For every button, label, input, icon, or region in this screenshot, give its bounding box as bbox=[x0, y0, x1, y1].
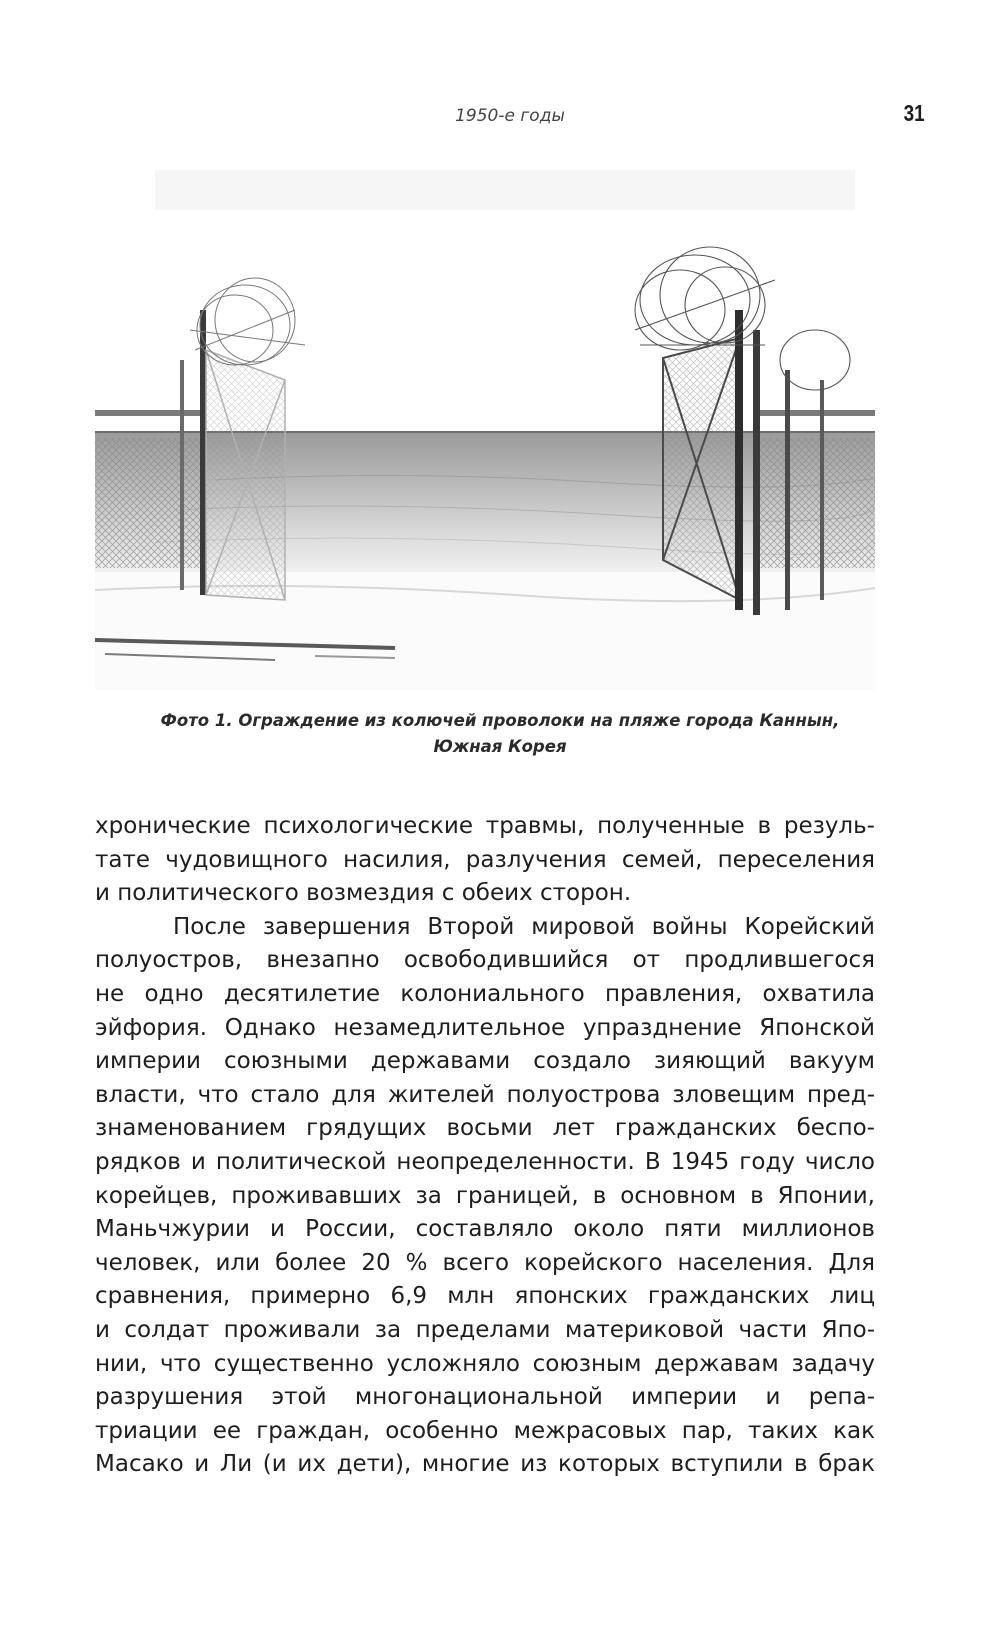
text-line: хронические психологические травмы, полученные в резуль- bbox=[95, 813, 875, 839]
text-line: сравнения, примерно 6,9 млн японских гражданских лиц bbox=[95, 1283, 875, 1310]
caption-line: Южная Корея bbox=[433, 737, 567, 756]
text-line: эйфория. Однако незамедлительное упразднение Японской bbox=[95, 1014, 875, 1041]
text-line: тате чудовищного насилия, разлучения семей, переселения bbox=[95, 846, 875, 873]
text-line: знаменованием грядущих восьми лет гражданских беспо- bbox=[95, 1115, 875, 1142]
text-line: полуостров, внезапно освободившийся от продлившегося bbox=[95, 947, 875, 974]
paragraph-first-line: После завершения Второй мировой войны Корейский bbox=[173, 913, 875, 940]
text-line: нии, что существенно усложняло союзным державам задачу bbox=[95, 1350, 875, 1377]
page-header bbox=[95, 96, 925, 136]
text-line: и политического возмездия с обеих сторон. bbox=[95, 880, 632, 907]
caption-line: Фото 1. Ограждение из колючей проволоки на пляже города Каннын, bbox=[160, 711, 840, 730]
text-line: человек, или более 20 % всего корейского населения. Для bbox=[95, 1249, 875, 1276]
page-number: 31 bbox=[904, 100, 925, 126]
text-line: разрушения этой многонациональной империи и репа- bbox=[95, 1384, 875, 1411]
photo-caption bbox=[130, 708, 870, 760]
text-line: империи союзными державами создало зияющий вакуум bbox=[95, 1048, 875, 1075]
text-line: корейцев, проживавших за границей, в основном в Японии, bbox=[95, 1182, 875, 1209]
body-text bbox=[95, 810, 875, 1482]
text-line: не одно десятилетие колониального правления, охватила bbox=[95, 980, 875, 1007]
text-line: и солдат проживали за пределами материковой части Япо- bbox=[95, 1316, 875, 1343]
text-line: рядков и политической неопределенности. В 1945 году число bbox=[95, 1148, 875, 1175]
text-line: власти, что стало для жителей полуострова зловещим пред- bbox=[95, 1081, 875, 1108]
text-line: Маньчжурии и России, составляло около пяти миллионов bbox=[95, 1216, 875, 1243]
text-line: триации ее граждан, особенно межрасовых пар, таких как bbox=[95, 1417, 875, 1444]
photo-barbed-wire-beach bbox=[95, 170, 875, 690]
text-line: Масако и Ли (и их дети), многие из которых вступили в брак bbox=[95, 1451, 875, 1478]
running-head: 1950-е годы bbox=[455, 106, 565, 126]
